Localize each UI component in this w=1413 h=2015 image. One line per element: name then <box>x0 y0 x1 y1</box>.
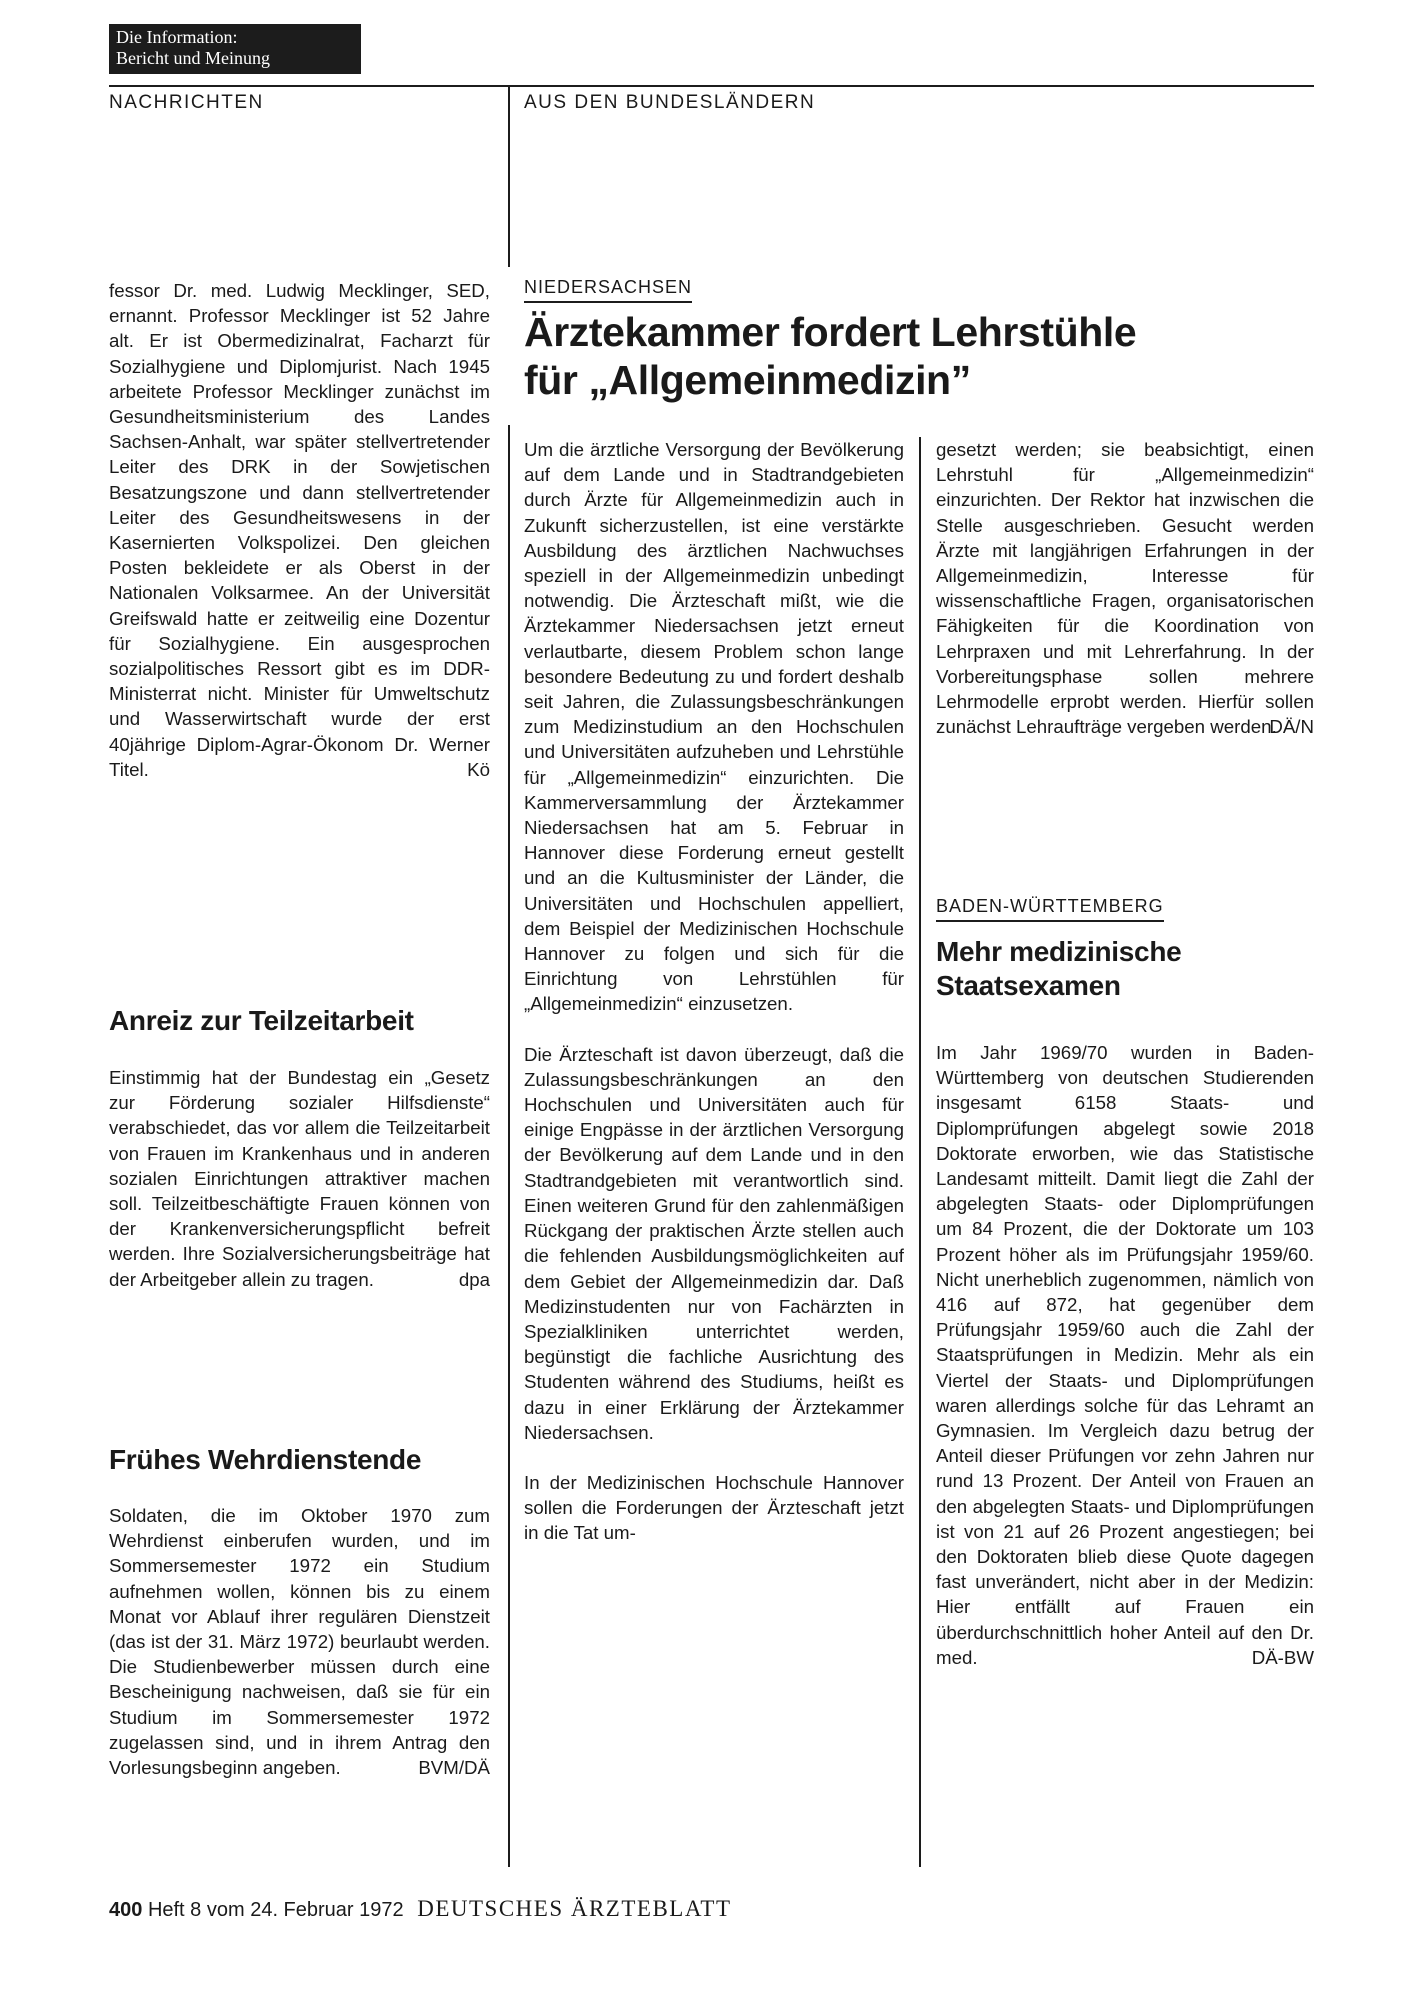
article-teilzeit-body <box>109 1065 490 1292</box>
left-column <box>109 278 490 782</box>
header-badge <box>109 24 361 74</box>
article-wehrdienst-text: Soldaten, die im Oktober 1970 zum Wehrdienst einberufen wurden, und im Sommersemester 1972 ein Studium aufnehmen wollen, können bis zu einem Monat vor Ablauf ihrer regulären Dienstzeit (das ist der 31. März 1972) beurlaubt werden. Die Studienbewerber müssen durch eine Bescheinigung nachweisen, daß sie für ein Studium im Sommersemester 1972 zugelassen sind, und in ihrem Antrag den Vorlesungsbeginn angeben. <box>109 1505 490 1779</box>
badge-line-2: Bericht und Meinung <box>116 48 270 68</box>
article-bw-signature: DÄ-BW <box>1251 1646 1314 1668</box>
article-wehrdienst-body <box>109 1503 490 1780</box>
article-teilzeit-text: Einstimmig hat der Bundestag ein „Gesetz zur Förderung sozialer Hilfsdienste“ verabschiedet, das vor allem die Teilzeitarbeit von Frauen im Krankenhaus und in anderen sozialen Einrichtungen attraktiver machen soll. Teilzeitbeschäftigte Frauen können von der Krankenversicherungspflicht befreit werden. Ihre Sozialversicherungsbeiträge hat der Arbeitgeber allein zu tragen. <box>109 1067 490 1290</box>
article-bw-title <box>936 935 1314 1003</box>
column-divider <box>919 437 921 1867</box>
niedersachsen-paragraph-4: gesetzt werden; sie beabsichtigt, einen Lehrstuhl für „Allgemeinmedizin“ einzurichten. Der Rektor hat inzwischen die Stelle ausgeschrieben. Gesucht werden Ärzte mit langjährigen Erfahrungen in der Allgemeinmedizin, Interesse für wissenschaftliche Fragen, organisatorischen Fähigkeiten für die Koordination von Lehrpraxen und mit Lehrerfahrung. In der Vorbereitungsphase sollen mehrere Lehrmodelle erprobt werden. Hierfür sollen zunächst Lehraufträge vergeben werden. <box>936 439 1314 738</box>
article-teilzeit-signature: dpa <box>458 1268 490 1290</box>
article-wehrdienst-signature: BVM/DÄ <box>418 1757 490 1779</box>
title-line-1: Ärztekammer fordert Lehrstühle <box>524 309 1137 355</box>
niedersachsen-paragraph-2: Die Ärzteschaft ist davon überzeugt, daß die Zulassungsbeschränkungen an den Hochschulen und Universitäten auch für einige Engpässe in der ärztlichen Versorgung der Bevölkerung auf dem Lande und in den Stadtrandgebieten mit verantwortlich sind. Einen weiteren Grund für den zahlenmäßigen Rückgang der praktischen Ärzte stellen auch die fehlenden Ausbildungsmöglichkeiten auf dem Gebiet der Allgemeinmedizin dar. Daß Medizinstudenten nur von Fachärzten in Spezialkliniken unterrichtet werden, begünstigt die fachliche Ausrichtung des Studenten während des Studiums, heißt es dazu in einer Erklärung der Ärztekammer Niedersachsen. <box>524 1043 904 1443</box>
niedersachsen-signature: DÄ/N <box>1269 716 1314 738</box>
intro-signature: Kö <box>467 758 490 780</box>
section-nachrichten: NACHRICHTEN <box>109 92 264 113</box>
intro-paragraph <box>109 278 490 782</box>
niedersachsen-column-2 <box>936 437 1314 739</box>
intro-text: fessor Dr. med. Ludwig Mecklinger, SED, ernannt. Professor Mecklinger ist 52 Jahre alt. Er ist Obermedizinalrat, Facharzt für Sozialhygiene und Diplomjurist. Nach 1945 arbeitete Professor Mecklinger zunächst im Gesundheitsministerium des Landes Sachsen-Anhalt, war später stellvertretender Leiter des DRK in der Sowjetischen Besatzungszone und dann stellvertretender Leiter des Gesundheitswesens in der Kasernierten Volkspolizei. Den gleichen Posten bekleidete er als Oberst in der Nationalen Volksarmee. An der Universität Greifswald hatte er zeitweilig eine Dozentur für Sozialhygiene. Ein ausgesprochen sozialpolitisches Ressort gibt es im DDR-Ministerrat nicht. Minister für Umweltschutz und Wasserwirtschaft wurde der erst 40jährige Diplom-Agrar-Ökonom Dr. Werner Titel. <box>109 280 490 780</box>
article-bw-text: Im Jahr 1969/70 wurden in Baden-Württemberg von deutschen Studierenden insgesamt 6158 Staats- und Diplomprüfungen abgelegt sowie 2018 Doktorate erworben, wie das Statistische Landesamt mitteilt. Damit liegt die Zahl der abgelegten Staats- oder Diplomprüfungen um 84 Prozent, die der Doktorate um 103 Prozent höher als im Prüfungsjahr 1959/60. Nicht unerheblich zugenommen, nämlich von 416 auf 872, hat gegenüber dem Prüfungsjahr 1959/60 auch die Zahl der Staatsprüfungen in Medizin. Mehr als ein Viertel der Staats- und Diplomprüfungen waren allerdings solche für das Lehramt an Gymnasien. Im Vergleich dazu betrug der Anteil dieser Prüfungen vor zehn Jahren nur rund 13 Prozent. Der Anteil von Frauen an den abgelegten Staats- und Diplomprüfungen ist von 21 auf 26 Prozent angestiegen; bei den Doktoraten blieb diese Quote dagegen fast unverändert, nicht aber in der Medizin: Hier entfällt auf Frauen ein überdurchschnittlich hoher Anteil auf den Dr. med. <box>936 1042 1314 1668</box>
article-bw-body <box>936 1040 1314 1670</box>
section-bundeslaender: AUS DEN BUNDESLÄNDERN <box>524 92 816 113</box>
niedersachsen-paragraph-3: In der Medizinischen Hochschule Hannover sollen die Forderungen der Ärzteschaft jetzt in die Tat um- <box>524 1471 904 1544</box>
region-niedersachsen: NIEDERSACHSEN <box>524 277 692 303</box>
journal-name: DEUTSCHES ÄRZTEBLATT <box>417 1896 732 1921</box>
article-niedersachsen-title <box>524 308 1304 404</box>
article-wehrdienst-title: Frühes Wehrdienstende <box>109 1444 422 1475</box>
region-baden-wuerttemberg: BADEN-WÜRTTEMBERG <box>936 896 1164 922</box>
article-teilzeit-title: Anreiz zur Teilzeitarbeit <box>109 1005 414 1036</box>
niedersachsen-paragraph-1: Um die ärztliche Versorgung der Bevölkerung auf dem Lande und in Stadtrandgebieten durch Ärzte für Allgemeinmedizin auch in Zukunft sicherzustellen, ist eine verstärkte Ausbildung des ärztlichen Nachwuchses speziell in der Allgemeinmedizin unbedingt notwendig. Die Ärzteschaft mißt, wie die Ärztekammer Niedersachsen jetzt erneut verlautbarte, diesem Problem schon lange besondere Bedeutung zu und fordert deshalb seit Jahren, die Zulassungsbeschränkungen zum Medizinstudium an den Hochschulen und Universitäten aufzuheben und Lehrstühle für „Allgemeinmedizin“ einzurichten. Die Kammerversammlung der Ärztekammer Niedersachsen hat am 5. Februar in Hannover diese Forderung erneut gestellt und an die Kultusminister der Länder, die Universitäten und Hochschulen appelliert, dem Beispiel der Medizinischen Hochschule Hannover zu folgen und sich für die Einrichtung von Lehrstühlen für „Allgemeinmedizin“ einzusetzen. <box>524 439 904 1015</box>
niedersachsen-column-1 <box>524 437 904 1546</box>
badge-line-1: Die Information: <box>116 27 238 47</box>
page-footer <box>109 1896 732 1922</box>
top-rule <box>109 85 1314 87</box>
section-divider-top <box>508 85 510 267</box>
section-divider <box>508 425 510 1867</box>
bw-title-line-2: Staatsexamen <box>936 970 1121 1001</box>
issue-info: Heft 8 vom 24. Februar 1972 <box>147 1899 404 1921</box>
page-number: 400 <box>109 1899 143 1921</box>
title-line-2: für „Allgemeinmedizin” <box>524 357 971 403</box>
bw-title-line-1: Mehr medizinische <box>936 936 1182 967</box>
